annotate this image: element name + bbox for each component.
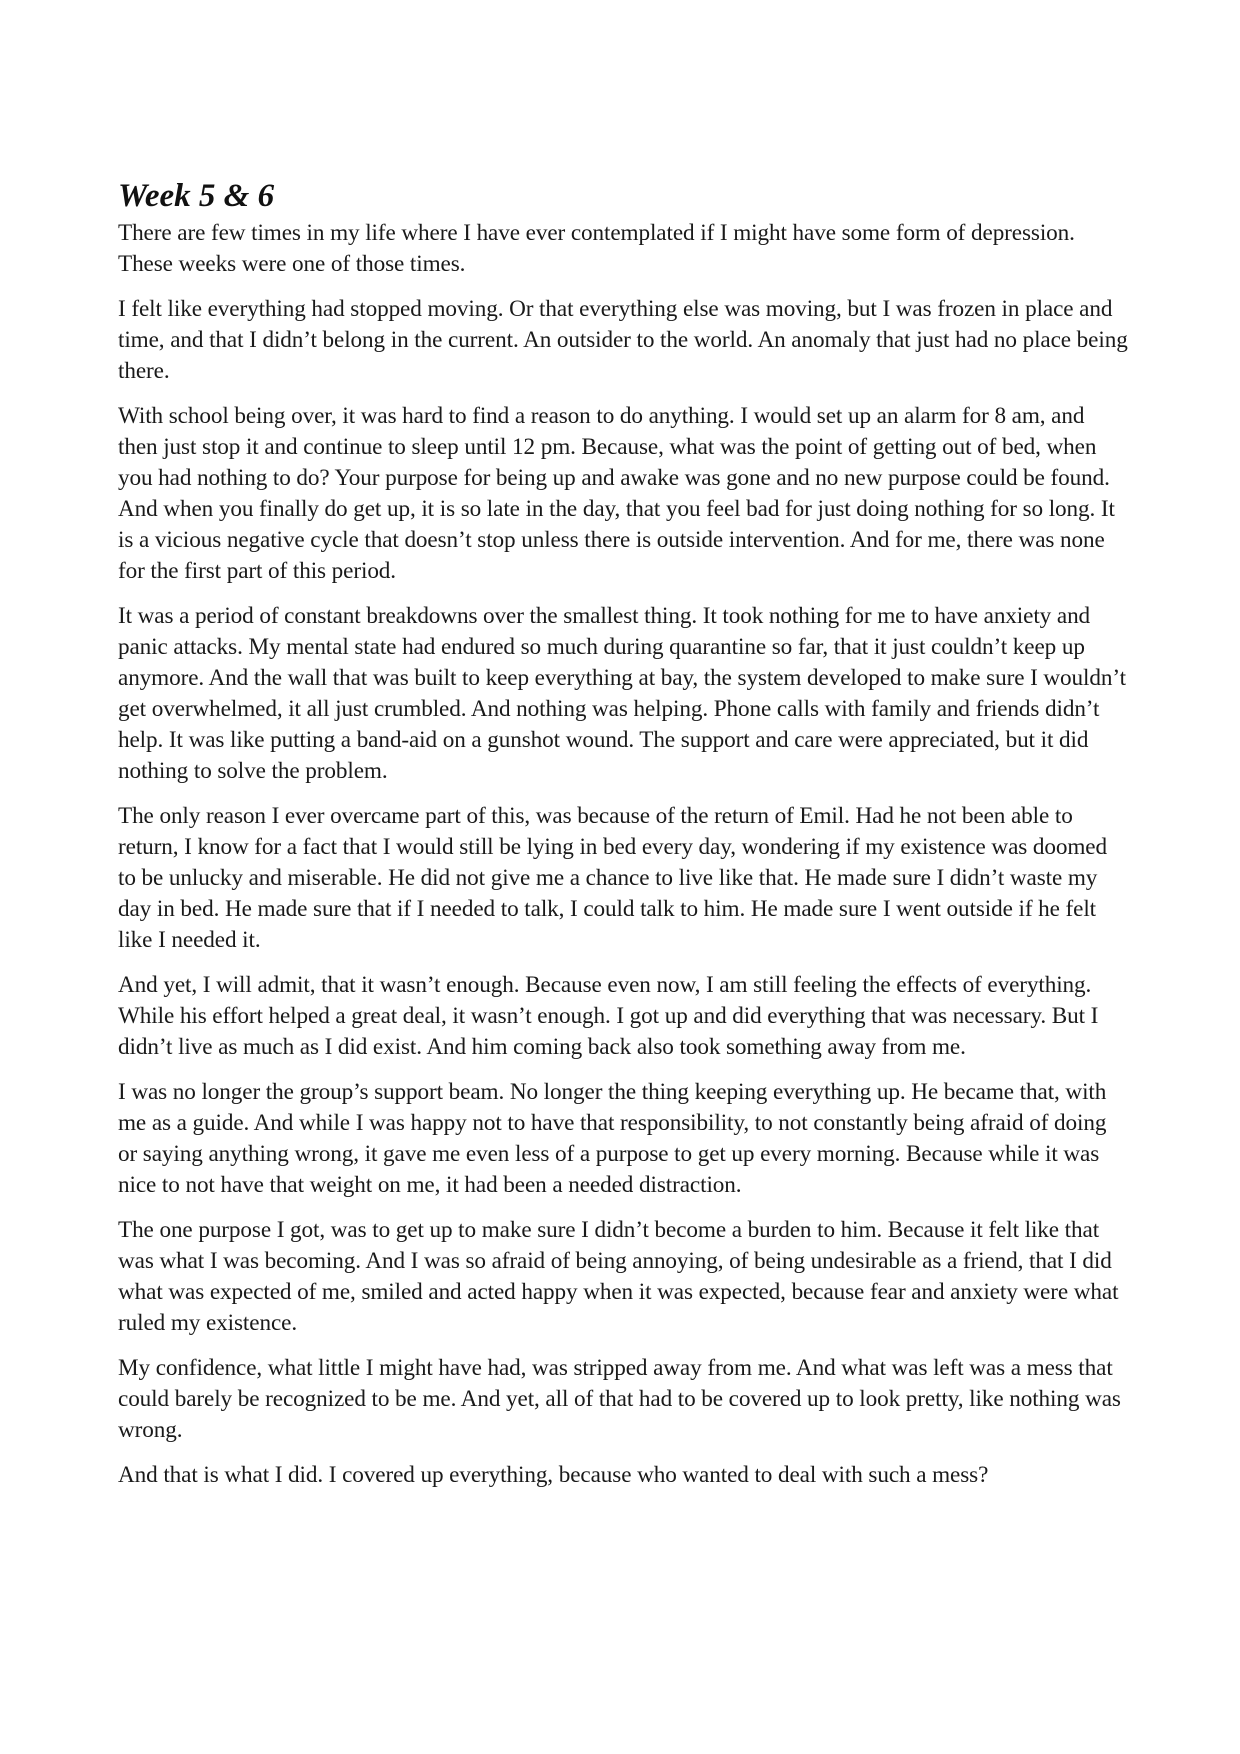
paragraph: With school being over, it was hard to find a reason to do anything. I would set up an alarm for 8 am, and then just stop it and continue to sleep until 12 pm. Because, what was the point of getting out of bed, when you had nothing to do? Your purpose for being up and awake was gone and no new purpose could be found. And when you finally do get up, it is so late in the day, that you feel bad for just doing nothing for so long. It is a vicious negative cycle that doesn’t stop unless there is outside intervention. And for me, there was none for the first part of this period.: [118, 403, 1115, 584]
paragraph: The one purpose I got, was to get up to make sure I didn’t become a burden to him. Because it felt like that was what I was becoming. And I was so afraid of being annoying, of being undesirable as a friend, that I did what was expected of me, smiled and acted happy when it was expected, because fear and anxiety were what ruled my existence.: [118, 1217, 1119, 1336]
paragraph: The only reason I ever overcame part of this, was because of the return of Emil. Had he not been able to return, I know for a fact that I would still be lying in bed every day, wondering if my existence was doomed to be unlucky and miserable. He did not give me a chance to live like that. He made sure I didn’t waste my day in bed. He made sure that if I needed to talk, I could talk to him. He made sure I went outside if he felt like I needed it.: [118, 803, 1107, 953]
paragraph: And that is what I did. I covered up everything, because who wanted to deal with such a mess?: [118, 1462, 989, 1488]
document-page: [118, 176, 1128, 1505]
paragraph: There are few times in my life where I have ever contemplated if I might have some form of depression. These weeks were one of those times.: [118, 220, 1075, 277]
paragraph: I felt like everything had stopped moving. Or that everything else was moving, but I was frozen in place and time, and that I didn’t belong in the current. An outsider to the world. An anomaly that just had no place being there.: [118, 296, 1128, 384]
paragraph: My confidence, what little I might have had, was stripped away from me. And what was left was a mess that could barely be recognized to be me. And yet, all of that had to be covered up to look pretty, like nothing was wrong.: [118, 1355, 1121, 1443]
paragraph: It was a period of constant breakdowns over the smallest thing. It took nothing for me to have anxiety and panic attacks. My mental state had endured so much during quarantine so far, that it just couldn’t keep up anymore. And the wall that was built to keep everything at bay, the system developed to make sure I wouldn’t get overwhelmed, it all just crumbled. And nothing was helping. Phone calls with family and friends didn’t help. It was like putting a band-aid on a gunshot wound. The support and care were appreciated, but it did nothing to solve the problem.: [118, 603, 1126, 784]
paragraph: I was no longer the group’s support beam. No longer the thing keeping everything up. He became that, with me as a guide. And while I was happy not to have that responsibility, to not constantly being afraid of doing or saying anything wrong, it gave me even less of a purpose to get up every morning. Because while it was nice to not have that weight on me, it had been a needed distraction.: [118, 1079, 1107, 1198]
paragraph: And yet, I will admit, that it wasn’t enough. Because even now, I am still feeling the effects of everything. While his effort helped a great deal, it wasn’t enough. I got up and did everything that was necessary. But I didn’t live as much as I did exist. And him coming back also took something away from me.: [118, 972, 1099, 1060]
page-title: Week 5 & 6: [118, 178, 275, 214]
